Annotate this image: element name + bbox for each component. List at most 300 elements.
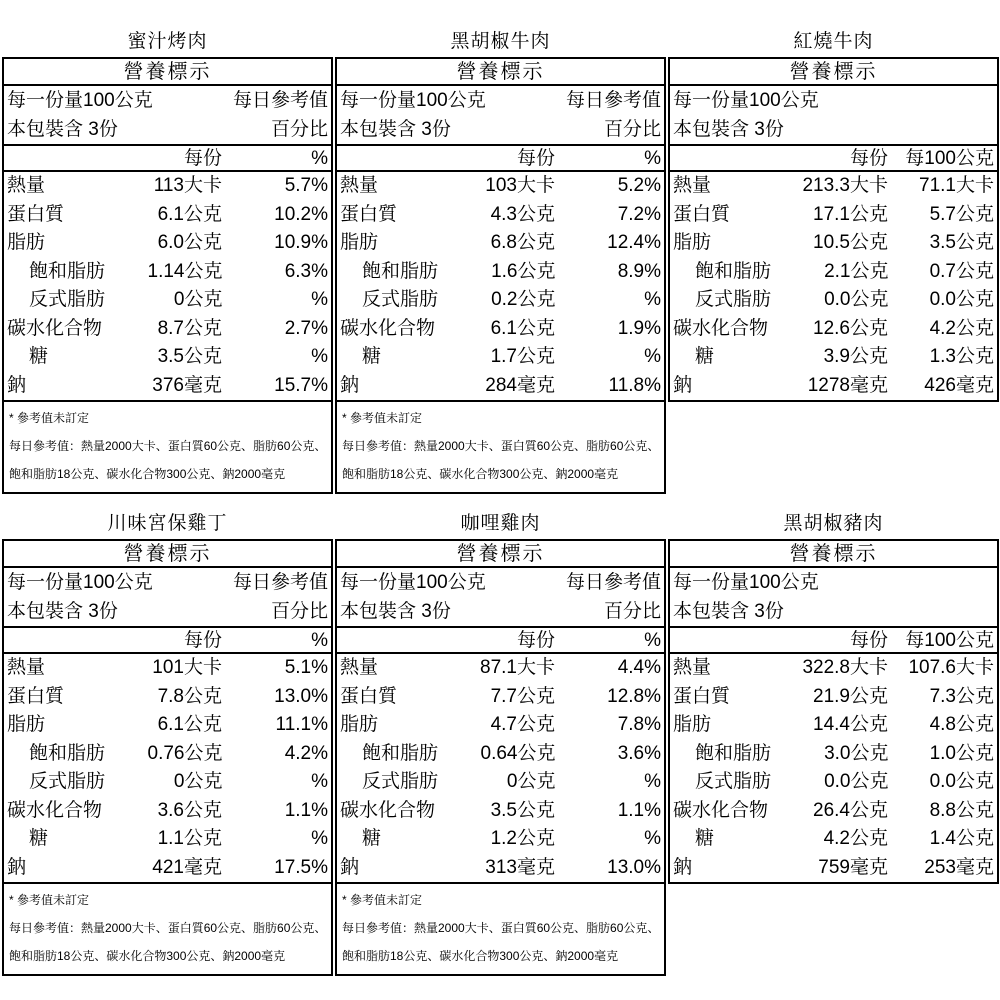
nutrition-facts-heading: 營養標示: [670, 541, 997, 568]
nutrient-value-per-serving: 0.0公克: [824, 289, 889, 310]
nutrition-facts-heading: 營養標示: [4, 59, 331, 86]
nutrient-name: 脂肪: [7, 714, 46, 735]
nutrient-rows: [670, 172, 997, 400]
nutrient-row: [673, 201, 994, 230]
nutrient-row: [340, 372, 661, 401]
nutrient-value-right: 8.9%: [617, 260, 661, 282]
package-contains-line: [673, 597, 994, 626]
nutrient-name: 蛋白質: [673, 685, 731, 707]
nutrition-facts-heading: 營養標示: [4, 541, 331, 568]
package-contains-label: 本包裝含 3份: [7, 601, 118, 622]
package-contains-line: [340, 115, 661, 144]
nutrient-row: [7, 258, 328, 287]
column-header-per-serving: 每份: [516, 148, 555, 169]
nutrient-value-right: 1.0公克: [929, 742, 994, 764]
serving-info-section: [4, 568, 331, 628]
package-contains-label: 本包裝含 3份: [340, 119, 451, 140]
nutrient-name: 糖: [362, 828, 382, 849]
nutrient-row: [7, 372, 328, 401]
nutrient-value-per-serving: 26.4公克: [813, 799, 888, 821]
package-contains-label: 本包裝含 3份: [673, 119, 784, 140]
nutrient-value-per-serving: 6.0公克: [157, 232, 222, 253]
nutrient-value-per-serving: 3.0公克: [824, 742, 889, 764]
nutrient-value-per-serving: 376毫克: [152, 374, 222, 396]
nutrient-row: [673, 797, 994, 826]
nutrient-row: [673, 343, 994, 372]
percentage-label: 百分比: [603, 119, 661, 140]
package-contains-label: 本包裝含 3份: [7, 119, 118, 140]
package-contains-label: 本包裝含 3份: [673, 601, 784, 622]
product-title: 黑胡椒豬肉: [783, 513, 884, 534]
footnote-line2: 每日參考值：熱量2000大卡、蛋白質60公克、脂肪60公克、: [9, 921, 326, 935]
nutrient-value-right: %: [644, 346, 661, 367]
footnote-line1: * 參考值未訂定: [342, 411, 423, 425]
nutrient-row: [340, 286, 661, 315]
nutrient-row: [673, 854, 994, 883]
nutrient-value-per-serving: 0.76公克: [147, 742, 223, 764]
percentage-label: 百分比: [603, 601, 661, 622]
nutrient-name: 糖: [29, 828, 49, 849]
nutrient-value-per-serving: 0.0公克: [824, 771, 889, 792]
nutrient-name: 飽和脂肪: [362, 742, 439, 764]
nutrient-value-right: 4.4%: [617, 657, 661, 678]
nutrition-table: [668, 57, 999, 402]
nutrient-value-per-serving: 7.8公克: [157, 685, 222, 707]
nutrient-value-right: 1.3公克: [929, 346, 994, 367]
column-header-row: [670, 146, 997, 172]
nutrient-value-right: 5.2%: [617, 175, 661, 196]
nutrient-name: 熱量: [340, 657, 379, 678]
nutrient-row: [7, 711, 328, 740]
nutrient-value-right: 5.1%: [284, 657, 328, 678]
footnote-line1: * 參考值未訂定: [9, 893, 90, 907]
nutrient-value-per-serving: 3.5公克: [157, 346, 222, 367]
nutrient-rows: [4, 172, 331, 400]
footnote-line2: 每日參考值：熱量2000大卡、蛋白質60公克、脂肪60公克、: [9, 439, 326, 453]
product-title: 蜜汁烤肉: [127, 31, 208, 52]
daily-reference-label: 每日參考值: [565, 572, 661, 593]
column-header-row: [670, 628, 997, 654]
nutrient-value-right: 11.1%: [275, 714, 328, 735]
nutrient-value-right: %: [311, 828, 328, 849]
nutrient-value-per-serving: 213.3大卡: [802, 175, 888, 196]
nutrient-name: 飽和脂肪: [695, 260, 772, 282]
nutrient-row: [340, 343, 661, 372]
nutrient-value-right: 3.6%: [617, 742, 661, 764]
serving-info-section: [670, 86, 997, 146]
nutrient-name: 飽和脂肪: [695, 742, 772, 764]
package-contains-line: [340, 597, 661, 626]
nutrient-value-per-serving: 1.1公克: [157, 828, 222, 849]
nutrient-row: [340, 654, 661, 683]
nutrient-value-per-serving: 1.7公克: [490, 346, 555, 367]
nutrient-name: 糖: [29, 346, 49, 367]
column-header-right: %: [644, 148, 661, 169]
nutrient-value-per-serving: 4.2公克: [823, 828, 888, 849]
nutrient-name: 碳水化合物: [340, 317, 436, 339]
column-header-per-serving: 每份: [849, 148, 888, 169]
footnote-section: [337, 400, 664, 492]
footnote-line3: 飽和脂肪18公克、碳水化合物300公克、鈉2000毫克: [342, 949, 619, 963]
nutrient-row: [7, 654, 328, 683]
nutrient-value-per-serving: 1.14公克: [147, 260, 223, 282]
nutrition-table: [335, 539, 666, 976]
nutrient-value-per-serving: 14.4公克: [813, 714, 888, 735]
daily-reference-label: 每日參考值: [565, 90, 661, 111]
nutrient-row: [7, 683, 328, 712]
nutrient-row: [340, 797, 661, 826]
footnote-line2: 每日參考值：熱量2000大卡、蛋白質60公克、脂肪60公克、: [342, 439, 659, 453]
nutrient-value-per-serving: 7.7公克: [490, 685, 555, 707]
nutrient-value-per-serving: 1.2公克: [490, 828, 555, 849]
nutrient-row: [7, 229, 328, 258]
nutrient-value-per-serving: 6.1公克: [157, 203, 222, 225]
product-title: 川味宮保雞丁: [107, 513, 228, 534]
nutrient-row: [7, 286, 328, 315]
serving-info-section: [670, 568, 997, 628]
nutrient-row: [7, 343, 328, 372]
serving-size-label: 每一份量100公克: [340, 572, 486, 593]
nutrient-value-per-serving: 0公克: [173, 771, 223, 792]
serving-info-section: [4, 86, 331, 146]
serving-info-section: [337, 86, 664, 146]
footnote-line2: 每日參考值：熱量2000大卡、蛋白質60公克、脂肪60公克、: [342, 921, 659, 935]
nutrient-value-right: %: [311, 289, 328, 310]
nutrient-row: [7, 740, 328, 769]
nutrient-row: [673, 372, 994, 401]
nutrient-name: 鈉: [340, 374, 360, 396]
daily-reference-label: 每日參考值: [232, 572, 328, 593]
nutrient-value-per-serving: 21.9公克: [813, 685, 888, 707]
nutrient-row: [673, 258, 994, 287]
nutrient-value-right: 8.8公克: [929, 799, 994, 821]
nutrient-value-right: 12.8%: [607, 685, 661, 707]
nutrient-name: 碳水化合物: [7, 799, 103, 821]
column-header-spacer: [340, 146, 437, 170]
nutrient-name: 反式脂肪: [29, 771, 106, 792]
nutrient-value-per-serving: 3.5公克: [490, 799, 555, 821]
nutrient-value-right: 5.7%: [284, 175, 328, 196]
nutrient-value-per-serving: 0公克: [506, 771, 556, 792]
nutrient-name: 反式脂肪: [29, 289, 106, 310]
nutrient-row: [673, 654, 994, 683]
nutrition-label-card: [335, 0, 666, 494]
nutrient-row: [340, 229, 661, 258]
column-header-per-serving: 每份: [516, 630, 555, 651]
footnote-section: [337, 882, 664, 974]
nutrient-row: [673, 711, 994, 740]
nutrient-value-right: %: [311, 771, 328, 792]
nutrition-table: [2, 539, 333, 976]
column-header-spacer: [673, 146, 770, 170]
percentage-label: 百分比: [270, 119, 328, 140]
nutrient-value-right: 11.8%: [608, 374, 661, 396]
nutrient-row: [340, 258, 661, 287]
nutrition-table: [2, 57, 333, 494]
column-header-right: 每100公克: [905, 148, 994, 169]
nutrient-value-per-serving: 4.3公克: [490, 203, 555, 225]
nutrient-value-right: %: [644, 289, 661, 310]
nutrient-value-per-serving: 0.64公克: [480, 742, 556, 764]
nutrient-name: 鈉: [7, 374, 27, 396]
nutrient-value-right: %: [644, 771, 661, 792]
labels-row-bottom: [0, 505, 1000, 976]
nutrient-value-right: 10.2%: [274, 203, 328, 225]
nutrient-value-per-serving: 284毫克: [485, 374, 555, 396]
nutrition-facts-heading: 營養標示: [337, 59, 664, 86]
column-header-per-serving: 每份: [849, 630, 888, 651]
nutrient-value-per-serving: 322.8大卡: [802, 657, 888, 678]
nutrient-row: [340, 172, 661, 201]
nutrient-name: 碳水化合物: [340, 799, 436, 821]
nutrient-rows: [337, 172, 664, 400]
nutrient-name: 鈉: [7, 856, 27, 878]
nutrient-name: 蛋白質: [340, 685, 398, 707]
serving-size-line: [7, 568, 328, 597]
serving-size-line: [7, 86, 328, 115]
nutrient-row: [7, 825, 328, 854]
nutrient-rows: [337, 654, 664, 882]
nutrient-row: [673, 286, 994, 315]
nutrient-name: 反式脂肪: [695, 771, 772, 792]
nutrient-value-per-serving: 10.5公克: [813, 232, 888, 253]
nutrient-name: 蛋白質: [7, 685, 65, 707]
nutrient-value-right: 71.1大卡: [919, 175, 994, 196]
nutrient-name: 反式脂肪: [362, 289, 439, 310]
nutrient-row: [7, 172, 328, 201]
column-header-per-serving: 每份: [183, 630, 222, 651]
column-header-row: [337, 628, 664, 654]
nutrient-value-right: %: [644, 828, 661, 849]
nutrient-value-per-serving: 113大卡: [153, 175, 222, 196]
serving-info-section: [337, 568, 664, 628]
nutrient-value-per-serving: 6.8公克: [490, 232, 555, 253]
column-header-right: %: [311, 630, 328, 651]
nutrient-value-right: 253毫克: [924, 856, 994, 878]
column-header-spacer: [673, 628, 770, 652]
nutrient-value-right: 2.7%: [284, 317, 328, 339]
nutrient-value-right: 5.7公克: [929, 203, 994, 225]
nutrient-row: [7, 768, 328, 797]
nutrition-label-card: [668, 0, 999, 402]
nutrient-row: [673, 683, 994, 712]
nutrient-value-per-serving: 3.9公克: [823, 346, 888, 367]
nutrient-name: 糖: [695, 828, 715, 849]
nutrient-value-per-serving: 6.1公克: [157, 714, 222, 735]
nutrient-name: 蛋白質: [7, 203, 65, 225]
nutrient-value-per-serving: 6.1公克: [490, 317, 555, 339]
nutrition-table: [668, 539, 999, 884]
nutrient-value-right: 1.1%: [617, 799, 661, 821]
nutrient-value-per-serving: 4.7公克: [490, 714, 555, 735]
nutrient-row: [673, 229, 994, 258]
package-contains-line: [7, 597, 328, 626]
nutrient-name: 熱量: [673, 175, 712, 196]
footnote-line3: 飽和脂肪18公克、碳水化合物300公克、鈉2000毫克: [9, 949, 286, 963]
nutrient-value-right: 7.8%: [617, 714, 661, 735]
product-title: 黑胡椒牛肉: [450, 31, 551, 52]
nutrient-value-right: 4.2%: [284, 742, 328, 764]
nutrient-row: [340, 683, 661, 712]
nutrient-row: [673, 825, 994, 854]
nutrient-value-right: 0.7公克: [929, 260, 994, 282]
nutrient-name: 碳水化合物: [7, 317, 103, 339]
nutrient-row: [340, 201, 661, 230]
nutrient-name: 鈉: [673, 374, 693, 396]
nutrient-row: [340, 315, 661, 344]
nutrient-name: 飽和脂肪: [29, 260, 106, 282]
nutrient-value-right: 0.0公克: [929, 289, 994, 310]
column-header-row: [337, 146, 664, 172]
nutrient-value-right: 17.5%: [274, 856, 328, 878]
nutrient-name: 反式脂肪: [362, 771, 439, 792]
nutrient-name: 脂肪: [673, 232, 712, 253]
nutrient-value-right: 1.4公克: [929, 828, 994, 849]
nutrient-value-right: 4.2公克: [929, 317, 994, 339]
nutrient-row: [7, 315, 328, 344]
nutrient-row: [673, 315, 994, 344]
nutrient-row: [340, 768, 661, 797]
footnote-line3: 飽和脂肪18公克、碳水化合物300公克、鈉2000毫克: [342, 467, 619, 481]
serving-size-label: 每一份量100公克: [7, 572, 153, 593]
column-header-right: %: [311, 148, 328, 169]
nutrient-name: 飽和脂肪: [362, 260, 439, 282]
daily-reference-label: 每日參考值: [232, 90, 328, 111]
product-title: 紅燒牛肉: [793, 31, 874, 52]
nutrient-value-right: 13.0%: [607, 856, 661, 878]
nutrition-label-card: [668, 505, 999, 884]
nutrient-name: 熱量: [7, 175, 46, 196]
nutrient-value-per-serving: 759毫克: [818, 856, 888, 878]
nutrient-value-right: 4.8公克: [929, 714, 994, 735]
column-header-per-serving: 每份: [183, 148, 222, 169]
nutrient-value-right: 12.4%: [607, 232, 661, 253]
column-header-right: 每100公克: [905, 630, 994, 651]
nutrient-rows: [670, 654, 997, 882]
nutrient-value-right: %: [311, 346, 328, 367]
nutrition-facts-heading: 營養標示: [337, 541, 664, 568]
nutrient-name: 脂肪: [340, 232, 379, 253]
nutrient-name: 反式脂肪: [695, 289, 772, 310]
nutrient-value-right: 1.9%: [617, 317, 661, 339]
column-header-spacer: [7, 628, 104, 652]
nutrient-value-per-serving: 12.6公克: [813, 317, 888, 339]
footnote-line3: 飽和脂肪18公克、碳水化合物300公克、鈉2000毫克: [9, 467, 286, 481]
product-title: 咖哩雞肉: [460, 513, 541, 534]
nutrient-value-per-serving: 1.6公克: [491, 260, 556, 282]
nutrient-row: [340, 854, 661, 883]
serving-size-label: 每一份量100公克: [340, 90, 486, 111]
package-contains-line: [673, 115, 994, 144]
column-header-spacer: [7, 146, 104, 170]
nutrient-rows: [4, 654, 331, 882]
nutrient-name: 熱量: [7, 657, 46, 678]
nutrient-value-per-serving: 17.1公克: [813, 203, 888, 225]
nutrient-value-per-serving: 421毫克: [152, 856, 222, 878]
nutrient-value-right: 15.7%: [274, 374, 328, 396]
nutrient-row: [340, 825, 661, 854]
nutrient-value-right: 0.0公克: [929, 771, 994, 792]
column-header-right: %: [644, 630, 661, 651]
serving-size-line: [673, 568, 994, 597]
nutrient-name: 脂肪: [7, 232, 46, 253]
nutrient-value-per-serving: 0公克: [173, 289, 223, 310]
serving-size-label: 每一份量100公克: [673, 90, 819, 111]
nutrient-value-right: 426毫克: [924, 374, 994, 396]
nutrient-value-per-serving: 103大卡: [485, 175, 555, 196]
nutrition-label-card: [335, 505, 666, 976]
nutrient-value-right: 7.2%: [617, 203, 661, 225]
nutrient-value-per-serving: 0.2公克: [491, 289, 556, 310]
nutrient-row: [673, 740, 994, 769]
nutrition-facts-heading: 營養標示: [670, 59, 997, 86]
nutrient-value-right: 13.0%: [274, 685, 328, 707]
nutrient-name: 脂肪: [673, 714, 712, 735]
nutrient-name: 糖: [362, 346, 382, 367]
nutrient-value-per-serving: 1278毫克: [807, 374, 888, 396]
nutrient-value-right: 1.1%: [284, 799, 328, 821]
serving-size-line: [340, 86, 661, 115]
column-header-spacer: [340, 628, 437, 652]
footnote-section: [4, 882, 331, 974]
nutrient-name: 飽和脂肪: [29, 742, 106, 764]
serving-size-label: 每一份量100公克: [673, 572, 819, 593]
column-header-row: [4, 628, 331, 654]
nutrition-table: [335, 57, 666, 494]
nutrient-name: 蛋白質: [673, 203, 731, 225]
nutrient-value-per-serving: 313毫克: [485, 856, 555, 878]
nutrient-value-right: 7.3公克: [929, 685, 994, 707]
serving-size-line: [673, 86, 994, 115]
nutrient-row: [673, 172, 994, 201]
nutrient-value-right: 6.3%: [284, 260, 328, 282]
nutrient-name: 熱量: [673, 657, 712, 678]
nutrient-name: 鈉: [673, 856, 693, 878]
footnote-line1: * 參考值未訂定: [9, 411, 90, 425]
nutrient-name: 脂肪: [340, 714, 379, 735]
nutrient-value-per-serving: 101大卡: [152, 657, 222, 678]
serving-size-label: 每一份量100公克: [7, 90, 153, 111]
package-contains-line: [7, 115, 328, 144]
nutrient-value-per-serving: 87.1大卡: [480, 657, 555, 678]
package-contains-label: 本包裝含 3份: [340, 601, 451, 622]
serving-size-line: [340, 568, 661, 597]
nutrient-name: 碳水化合物: [673, 799, 769, 821]
nutrient-row: [7, 797, 328, 826]
nutrient-value-per-serving: 8.7公克: [157, 317, 222, 339]
nutrient-row: [340, 740, 661, 769]
nutrient-value-right: 107.6大卡: [908, 657, 994, 678]
percentage-label: 百分比: [270, 601, 328, 622]
nutrient-value-per-serving: 3.6公克: [157, 799, 222, 821]
nutrient-row: [673, 768, 994, 797]
nutrient-name: 蛋白質: [340, 203, 398, 225]
footnote-line1: * 參考值未訂定: [342, 893, 423, 907]
nutrient-value-right: 10.9%: [274, 232, 328, 253]
nutrient-row: [7, 854, 328, 883]
nutrient-value-right: 3.5公克: [929, 232, 994, 253]
nutrition-label-card: [2, 505, 333, 976]
nutrient-name: 碳水化合物: [673, 317, 769, 339]
nutrient-name: 鈉: [340, 856, 360, 878]
column-header-row: [4, 146, 331, 172]
nutrient-name: 糖: [695, 346, 715, 367]
footnote-section: [4, 400, 331, 492]
nutrient-name: 熱量: [340, 175, 379, 196]
nutrient-value-per-serving: 2.1公克: [824, 260, 889, 282]
nutrient-row: [340, 711, 661, 740]
nutrient-row: [7, 201, 328, 230]
